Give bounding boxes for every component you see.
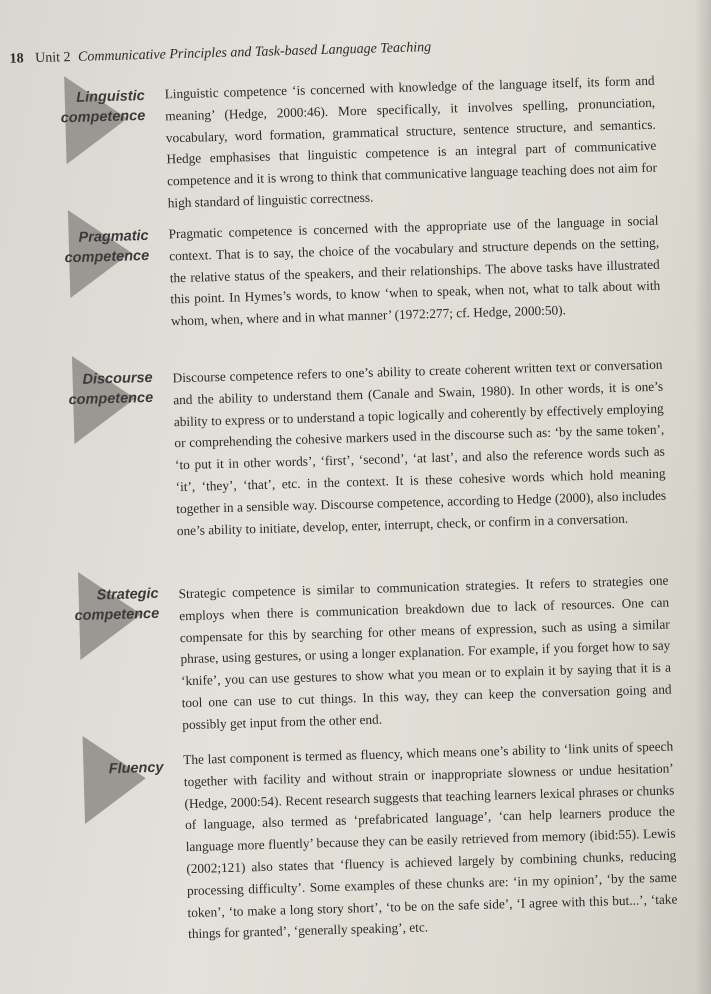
section-body-text: The last component is termed as fluency, which means one’s ability to ‘link units of speech together with facility and without strain or inappropriate slowness or undue hesitation’ (Hedge, 2000:54). Recent research suggests that teaching learners lexical phrases or chunks of language, also termed as ‘prefabricated language’, ‘can help learners produce the language more fluently’ because they can be easily retrieved from memory (ibid:55). Lewis (2002;121) also states that ‘fluency is achieved largely by combining chunks, reducing processing difficulty’. Some examples of these chunks are: ‘in my opinion’, ‘by the same token’, ‘to make a long story short’, ‘to be on the safe side’, ‘I agree with this but...’, ‘take things for granted’, ‘generally speaking’, etc. — [183, 738, 678, 942]
section-label-line1: Fluency — [108, 759, 164, 778]
section-label-line1: Pragmatic — [78, 227, 149, 246]
section-label-line1: Discourse — [82, 369, 153, 388]
section-label-line2: competence — [74, 605, 160, 625]
section-label — [46, 226, 149, 269]
section-label-line1: Strategic — [96, 585, 159, 604]
section-label — [61, 758, 164, 781]
section-label — [42, 86, 145, 129]
unit-label: Unit 2 — [34, 50, 71, 67]
section-label-line2: competence — [60, 107, 146, 127]
section-discourse-competence — [10, 338, 711, 538]
section-label — [56, 584, 159, 627]
section-label-line1: Linguistic — [76, 87, 145, 106]
section-body-text: Strategic competence is similar to communication strategies. It refers to strategies one employs when there is communication breakdown due to lack of resources. One can compensate for this by searching for other means of expression, such as using a similar phrase, using gestures, or using a longer explanation. For example, if you forget how to say ‘knife’, you can use gestures to show what you mean or to explain it by saying that it is a tool one can use to cut things. In this way, they can keep the conversation going and possibly get input from the other end. — [178, 572, 672, 732]
section-body-text: Linguistic competence ‘is concerned with knowledge of the language itself, its form and meaning’ (Hedge, 2000:46). More specifically, it involves spelling, pronunciation, vocabulary, word formation, grammatical structure, sentence structure, and semantics. Hedge emphasises that linguistic competence is an integral part of communicative competence and it is wrong to think that communicative language teaching does not aim for high standard of linguistic correctness. — [164, 72, 658, 211]
section-strategic-competence — [16, 554, 711, 732]
section-body-text: Discourse competence refers to one’s ability to create coherent written text or conversation and the ability to understand them (Canale and Swain, 1980). In other words, it is one’s ability to express or to understand a topic logically and coherently by effectively employing or comprehending the cohesive markers used in the discourse such as: ‘by the same token’, ‘to put it in other words’, ‘first’, ‘second’, ‘at last’, and also the reference words such as ‘it’, ‘they’, ‘that’, etc. in the context. It is these cohesive words which hold meaning together in a sensible way. Discourse competence, according to Hedge (2000), also includes one’s ability to initiate, develop, enter, interrupt, check, or confirm in a conversation. — [172, 356, 667, 538]
section-label-line2: competence — [68, 389, 154, 409]
section-label — [50, 368, 153, 411]
page-edge-shadow — [695, 0, 711, 994]
running-header — [9, 40, 431, 68]
section-body-text: Pragmatic competence is concerned with the appropriate use of the language in social context. That is to say, the choice of the vocabulary and structure depends on the setting, the relative status of the speakers, and their relationships. The above tasks have illustrated this point. In Hymes’s words, to know ‘when to speak, when not, what to talk about with whom, when, where and in what manner’ (1972:277; cf. Hedge, 2000:50). — [168, 212, 661, 329]
section-label-line2: competence — [64, 247, 150, 267]
page-number: 18 — [9, 51, 24, 67]
chapter-title: Communicative Principles and Task-based Language Teaching — [77, 39, 432, 65]
